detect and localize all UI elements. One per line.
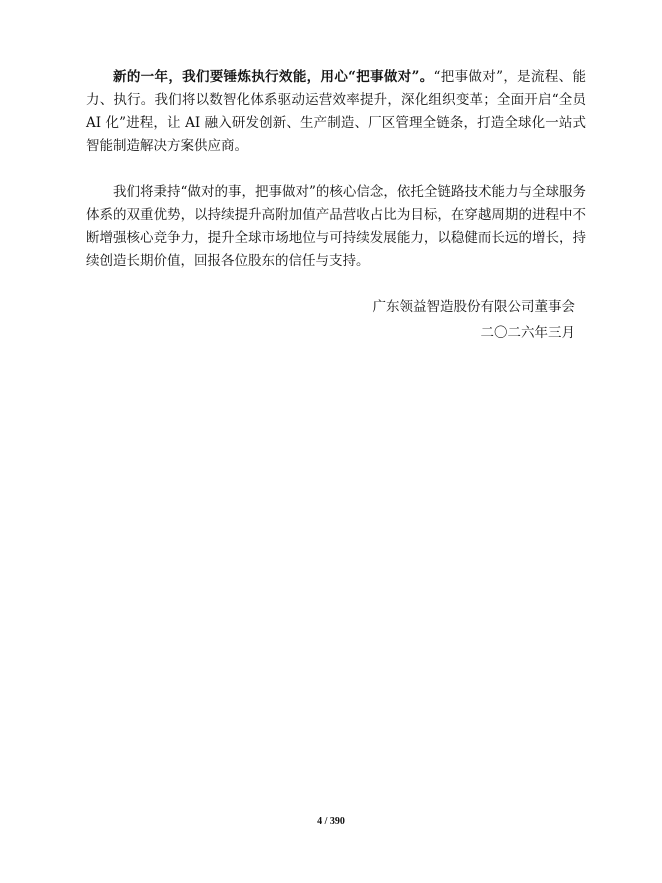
paragraph-core-belief: 我们将秉持“做对的事，把事做对”的核心信念，依托全链路技术能力与全球服务体系的双重优势，以持续提升高附加值产品营收占比为目标，在穿越周期的进程中不断增强核心竞争力，提升全球市场地位与可持续发展能力，以稳健而长远的增长，持续创造长期价值，回报各位股东的信任与支持。 xyxy=(86,184,586,269)
signature-date: 二〇二六年三月 xyxy=(480,325,575,341)
signature-company: 广东领益智造股份有限公司董事会 xyxy=(372,299,575,315)
page-number: 4 / 390 xyxy=(317,816,345,827)
paragraph-body-text: “把事做对”，是流程、能力、执行。我们将以数智化体系驱动运营效率提升，深化组织变革；全面开启“全员AI 化”进程，让 AI 融入研发创新、生产制造、厂区管理全链条，打造全球化一站式智能制造解决方案供应商。 xyxy=(86,69,586,154)
paragraph-lead-text: 新的一年，我们要锤炼执行效能，用心“把事做对”。 xyxy=(113,69,434,85)
paragraph-new-year xyxy=(86,66,586,158)
